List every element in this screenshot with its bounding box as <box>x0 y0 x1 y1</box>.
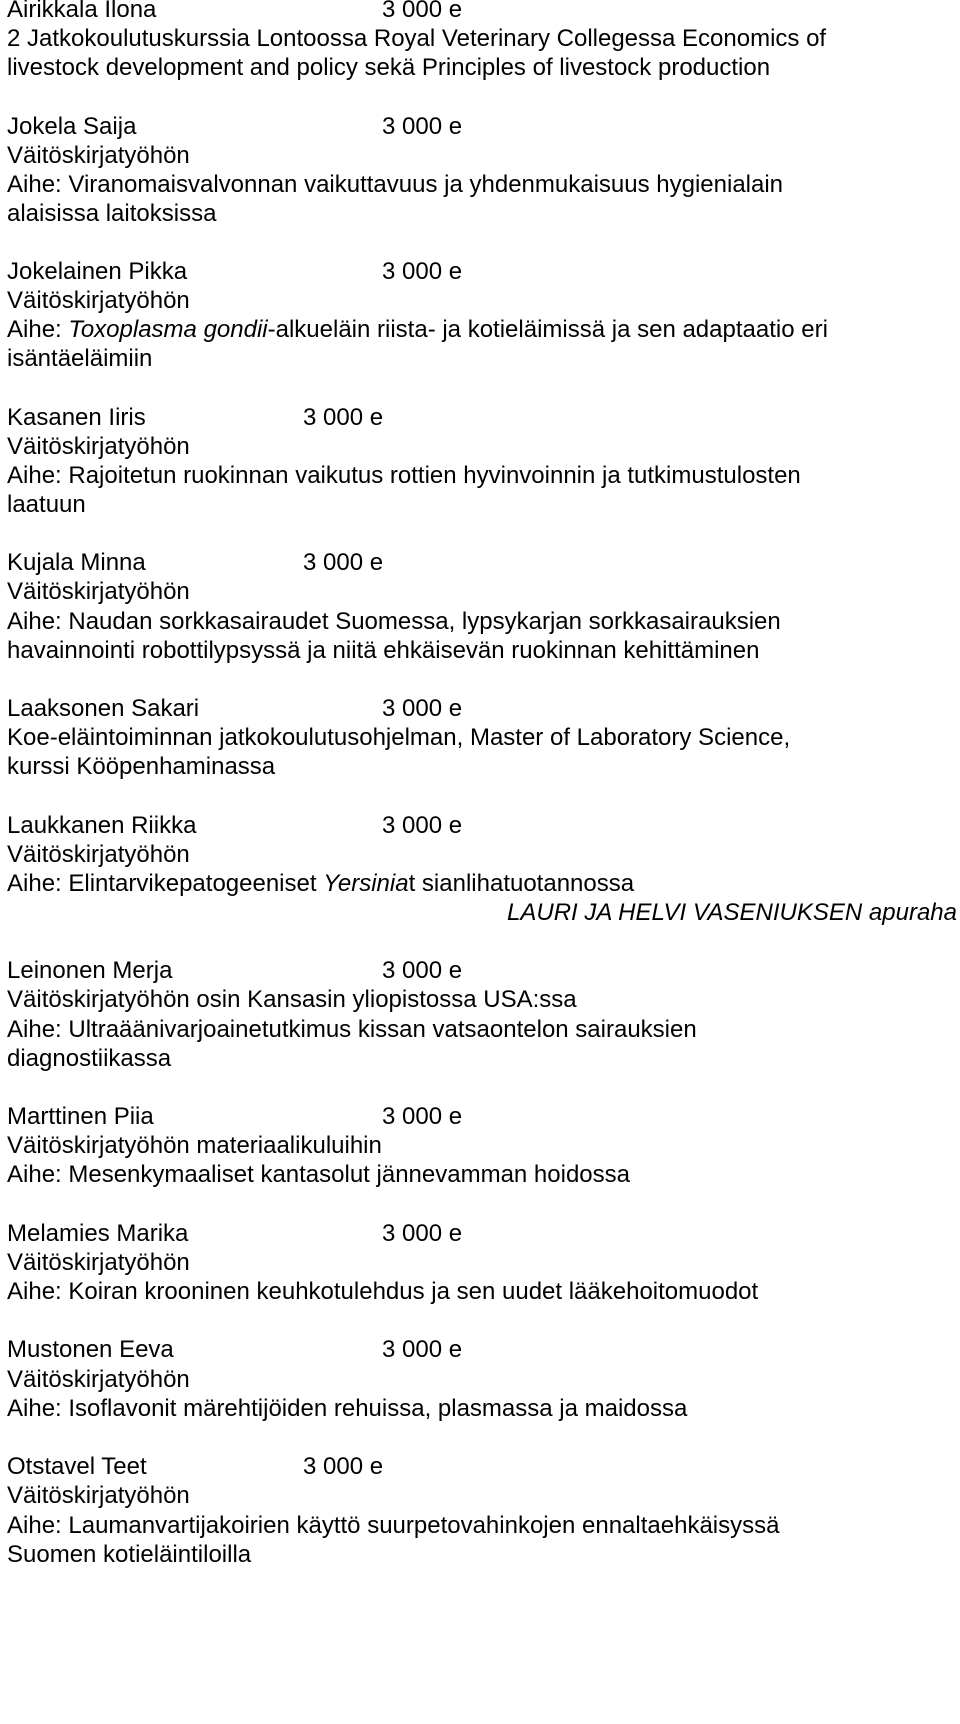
topic-line: alaisissa laitoksissa <box>7 200 217 227</box>
recipient-name: Otstavel Teet <box>7 1453 147 1480</box>
purpose-line: Väitöskirjatyöhön <box>7 1366 190 1393</box>
topic-line: Aihe: Ultraäänivarjoainetutkimus kissan vatsaontelon sairauksien <box>7 1016 697 1043</box>
purpose-line: Väitöskirjatyöhön <box>7 1482 190 1509</box>
grant-amount: 3 000 e <box>382 1336 463 1363</box>
topic-rest: t sianlihatuotannossa <box>408 870 635 897</box>
topic-line: Suomen kotieläintiloilla <box>7 1541 252 1568</box>
topic-line: havainnointi robottilypsyssä ja niitä ehkäisevän ruokinnan kehittäminen <box>7 637 760 664</box>
grant-amount: 3 000 e <box>382 258 463 285</box>
recipient-name: Kasanen Iiris <box>7 404 146 431</box>
topic-line <box>7 316 828 346</box>
grant-amount: 3 000 e <box>382 1220 463 1247</box>
topic-line: Aihe: Viranomaisvalvonnan vaikuttavuus ja yhdenmukaisuus hygienialain <box>7 171 784 198</box>
topic-rest: -alkueläin riista- ja kotieläimissä ja sen adaptaatio eri <box>267 316 828 343</box>
topic-line: Aihe: Mesenkymaaliset kantasolut jännevamman hoidossa <box>7 1161 631 1188</box>
recipient-name: Marttinen Piia <box>7 1103 154 1130</box>
topic-line: laatuun <box>7 491 86 518</box>
topic-line: diagnostiikassa <box>7 1045 172 1072</box>
species-name: Toxoplasma gondii <box>68 316 268 343</box>
topic-line <box>7 870 634 900</box>
topic-line: Aihe: Isoflavonit märehtijöiden rehuissa, plasmassa ja maidossa <box>7 1395 688 1422</box>
grant-amount: 3 000 e <box>382 695 463 722</box>
recipient-name: Laaksonen Sakari <box>7 695 200 722</box>
purpose-line: 2 Jatkokoulutuskurssia Lontoossa Royal Veterinary Collegessa Economics of <box>7 25 827 52</box>
topic-line: Aihe: Laumanvartijakoirien käyttö suurpetovahinkojen ennaltaehkäisyssä <box>7 1512 780 1539</box>
purpose-line: livestock development and policy sekä Principles of livestock production <box>7 54 771 81</box>
grant-amount: 3 000 e <box>382 113 463 140</box>
grant-amount: 3 000 e <box>303 549 384 576</box>
recipient-name: Kujala Minna <box>7 549 146 576</box>
topic-prefix: Aihe: Elintarvikepatogeeniset <box>7 870 324 897</box>
grant-amount: 3 000 e <box>382 957 463 984</box>
purpose-line: Väitöskirjatyöhön osin Kansasin yliopistossa USA:ssa <box>7 986 577 1013</box>
grant-amount: 3 000 e <box>382 812 463 839</box>
topic-line: Aihe: Koiran krooninen keuhkotulehdus ja sen uudet lääkehoitomuodot <box>7 1278 759 1305</box>
purpose-line: Väitöskirjatyöhön <box>7 433 190 460</box>
topic-line: isäntäeläimiin <box>7 345 153 372</box>
species-name: Yersinia <box>323 870 409 897</box>
purpose-line: kurssi Kööpenhaminassa <box>7 753 276 780</box>
recipient-name: Melamies Marika <box>7 1220 189 1247</box>
grant-fund-name: LAURI JA HELVI VASENIUKSEN apuraha <box>507 899 957 926</box>
grant-amount: 3 000 e <box>382 1103 463 1130</box>
topic-line: Aihe: Rajoitetun ruokinnan vaikutus rottien hyvinvoinnin ja tutkimustulosten <box>7 462 801 489</box>
grant-amount: 3 000 e <box>382 0 463 23</box>
grant-amount: 3 000 e <box>303 404 384 431</box>
purpose-line: Väitöskirjatyöhön <box>7 287 190 314</box>
purpose-line: Väitöskirjatyöhön <box>7 578 190 605</box>
recipient-name: Mustonen Eeva <box>7 1336 174 1363</box>
topic-line: Aihe: Naudan sorkkasairaudet Suomessa, lypsykarjan sorkkasairauksien <box>7 608 781 635</box>
recipient-name: Laukkanen Riikka <box>7 812 197 839</box>
purpose-line: Väitöskirjatyöhön <box>7 142 190 169</box>
recipient-name: Airikkala Ilona <box>7 0 157 23</box>
recipient-name: Jokelainen Pikka <box>7 258 188 285</box>
purpose-line: Väitöskirjatyöhön <box>7 841 190 868</box>
purpose-line: Koe-eläintoiminnan jatkokoulutusohjelman, Master of Laboratory Science, <box>7 724 791 751</box>
purpose-line: Väitöskirjatyöhön <box>7 1249 190 1276</box>
recipient-name: Jokela Saija <box>7 113 137 140</box>
grant-amount: 3 000 e <box>303 1453 384 1480</box>
purpose-line: Väitöskirjatyöhön materiaalikuluihin <box>7 1132 382 1159</box>
topic-prefix: Aihe: <box>7 316 69 343</box>
recipient-name: Leinonen Merja <box>7 957 173 984</box>
